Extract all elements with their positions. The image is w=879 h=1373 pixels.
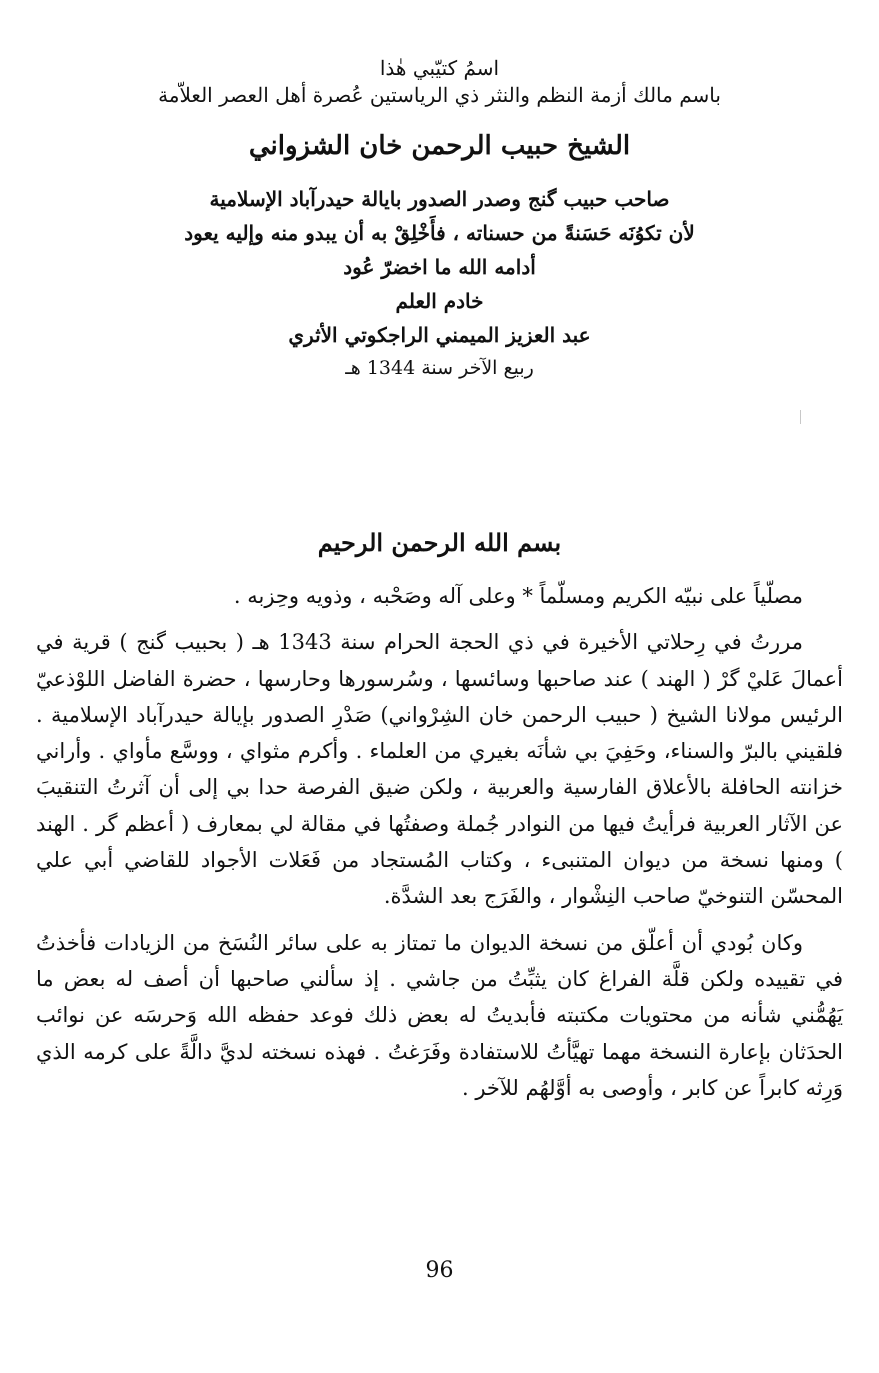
dedication-purpose-line: لأن تكوُنَه حَسَنةً من حسناته ، فأَخْلِقْ به أن يبدو منه وإليه يعود: [184, 221, 695, 246]
page-number: 96: [425, 1258, 454, 1283]
paragraph-manuscript-note: وكان بُودي أن أعلّق من نسخة الديوان ما تمتاز به على سائر النُسَخ من الزيادات فأخذتُ في تقييده ولكن قلَّة الفراغ كان يثبِّتُ من جاشي . إذ سألني صاحبها أن أصف له بعض ما يَهُمُّني شأنه من محتويات مكتبته فأبديتُ له بعض ذلك فوعد حفظه الله وَحرسَه عن نوائب الحدَثان بإعارة النسخة مهما تهيَّأتُ للاستفادة وفَرَغتُ . فهذه نسخته لديَّ دالَّةً على كرمه الذي وَرِثه كابراً عن كابر ، وأوصى به أوَّلهُم للآخر .: [36, 930, 843, 1100]
dedication-position-line: صاحب حبيب گنج وصدر الصدور بايالة حيدرآباد الإسلامية: [209, 187, 670, 212]
basmala-heading: بسم الله الرحمن الرحيم: [317, 528, 562, 557]
dedication-addressee-line: باسم مالك أزمة النظم والنثر ذي الرياستين عُصرة أهل العصر العلاّمة: [158, 83, 721, 107]
paragraph-opening: مصلّياً على نبيّه الكريم ومسلّماً * وعلى آله وصَحْبه ، وذويه وحِزبه .: [233, 584, 803, 608]
dedication-date: ربيع الآخر سنة 1344 هـ: [345, 357, 534, 380]
paragraph-travel-account: مررتُ في رِحلاتي الأخيرة في ذي الحجة الحرام سنة 1343 هـ ( بحبيب گنج ) قرية في أعمالَ عَليْ گرْ ( الهند ) عند صاحبها وسائسها ، وسُرسورها وحارسها ، حضرة الفاضل اللوْذعيّ الرئيس مولانا الشيخ ( حبيب الرحمن خان الشِرْواني) صَدْرِ الصدور بإيالة حيدرآباد الإسلامية . فلقيني بالبرّ والسناء، وحَفِيَ بي شأنَه بغيري من العلماء . وأكرم مثواي ، ووسَّع مأواي . وأراني خزانته الحافلة بالأعلاق الفارسية والعربية ، ولكن ضيق الفرصة حدا بي إلى أن آثرتُ التنقيبَ عن الآثار العربية فرأيتُ فيها من النوادر جُملة وصفتُها في مقالة لي بمعارف ( أعظم گر . الهند ) ومنها نسخة من ديوان المتنبىء ، وكتاب المُستجاد من فَعَلات الأجواد للقاضي أبي علي المحسّن التنوخيّ صاحب النِشْوار ، والفَرَج بعد الشدَّة.: [36, 630, 843, 909]
dedication-prayer-line: أدامه الله ما اخضرّ عُود: [343, 255, 536, 280]
dedication-title: الشيخ حبيب الرحمن خان الشزواني: [248, 131, 631, 161]
dedication-servant-line: خادم العلم: [395, 289, 484, 314]
dedication-heading: اسمُ كتيّبي هٰذا: [379, 56, 500, 80]
body-text: [36, 578, 843, 1106]
margin-mark: [800, 410, 801, 424]
dedication-author-name: عبد العزيز الميمني الراجكوتي الأثري: [288, 323, 591, 348]
dedication-block: [60, 55, 819, 382]
